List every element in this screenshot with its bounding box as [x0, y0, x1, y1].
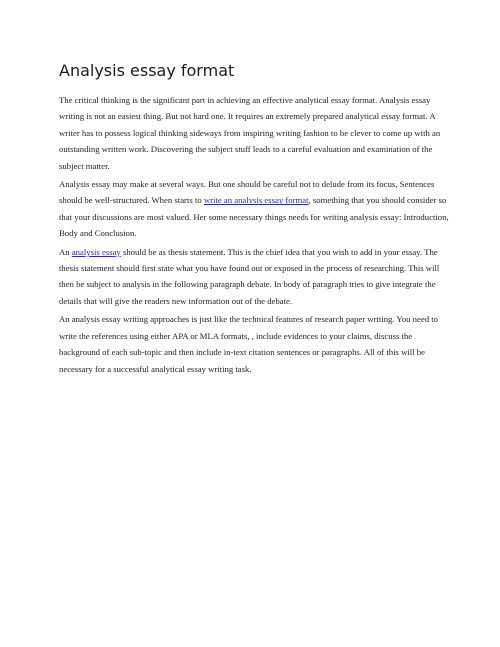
paragraph-1: The critical thinking is the significant part in achieving an effective analytical essay format. Analysis essay writing is not an easiest thing. But not hard one. It requires an extremely prepared analytical essay format. A writer has to possess logical thinking sideways from inspiring writing fashion to be clever to come up with an outstanding written work. Discovering the subject stuff leads to a careful evaluation and examination of the subject matter.: [59, 95, 441, 171]
paragraph-3: [59, 244, 454, 310]
analysis-essay-link[interactable]: analysis essay: [71, 246, 121, 257]
paragraph-3-text-after: should be as thesis statement. This is the chief idea that you wish to add in your essay. The thesis statement should first state what you have found out or exposed in the process of researching. This will then be subject to analysis in the following paragraph debate. In body of paragraph tries to give integrate the details that will give the readers new information out of the debate.: [59, 246, 440, 306]
document-body: [59, 92, 454, 379]
paragraph-2-text-after: , something that you should consider so that your discussions are most valued. Her some necessary things needs for writing analysis essay: Introduction, Body and Conclusion.: [59, 195, 449, 239]
write-analysis-essay-format-link[interactable]: write an analysis essay format: [203, 195, 309, 206]
document-title: Analysis essay format: [59, 61, 235, 80]
paragraph-2-text-before: Analysis essay may make at several ways. But one should be careful not to delude from its focus, Sentences should be well-structured. When starts to: [59, 179, 435, 206]
paragraph-4: An analysis essay writing approaches is just like the technical features of research paper writing. You need to write the references using either APA or MLA formats, , include evidences to your claims, discuss the background of each sub-topic and then include in-text citation sentences or paragraphs. All of this will be necessary for a successful analytical essay writing task.: [59, 314, 438, 374]
paragraph-2: [59, 176, 454, 242]
paragraph-3-text-before: An: [59, 246, 72, 257]
